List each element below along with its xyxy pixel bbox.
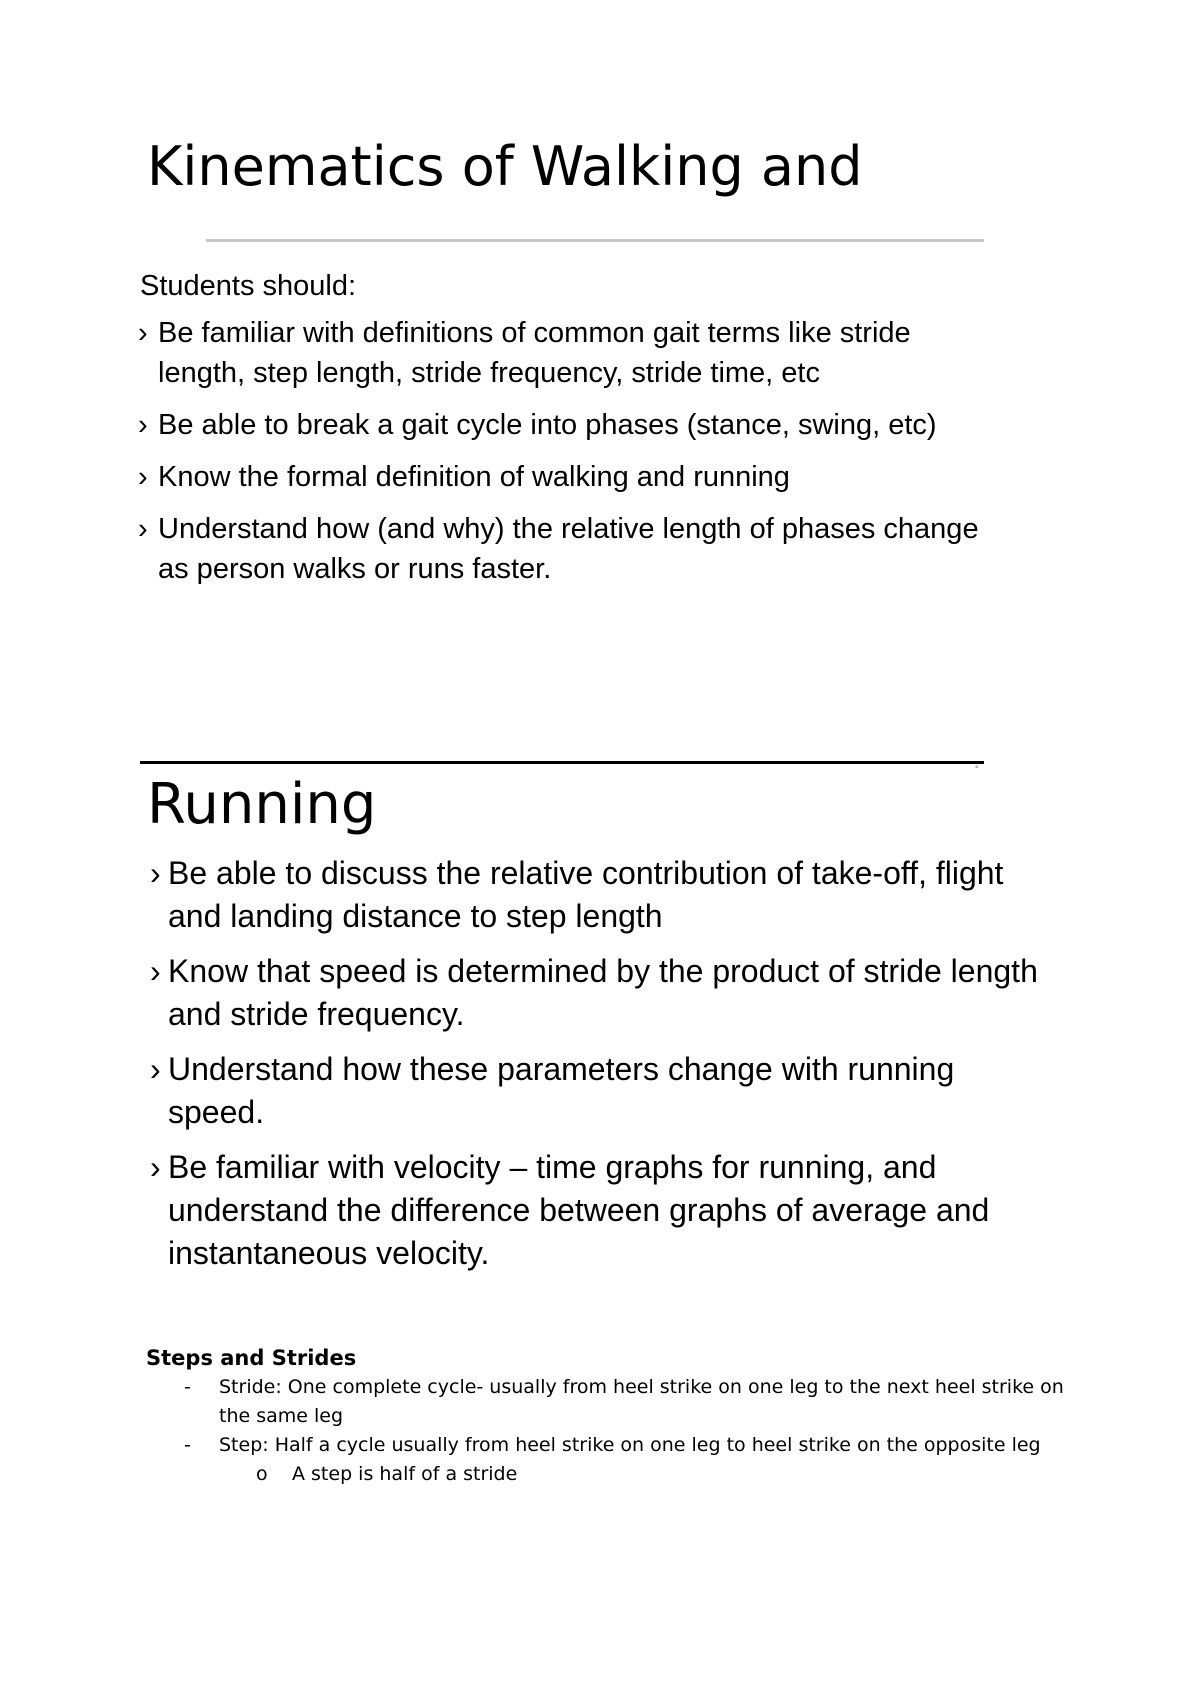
notes-list	[0, 1373, 1200, 1489]
slide2-title: Running	[147, 772, 377, 837]
chevron-bullet-icon: ›	[150, 953, 161, 989]
slide1-bullet	[138, 509, 988, 589]
chevron-bullet-icon: ›	[138, 317, 148, 349]
slide1-bullet	[138, 457, 988, 497]
chevron-bullet-icon: ›	[138, 409, 148, 441]
slide2-bullet-list	[150, 852, 1050, 1287]
slide1-title: Kinematics of Walking and	[147, 135, 863, 198]
note-subitem-text: A step is half of a stride	[292, 1463, 518, 1485]
slide2-bullet	[150, 1048, 1050, 1134]
slide2-bullet-text: Know that speed is determined by the product of stride length and stride frequency.	[168, 953, 1038, 1032]
slide1-title-underline	[206, 239, 984, 242]
slide2-bullet	[150, 950, 1050, 1036]
slide1-bullet-text: Be familiar with definitions of common gait terms like stride length, step length, stride frequency, stride time, etc	[158, 317, 911, 389]
slide1-intro: Students should:	[140, 270, 357, 302]
slide2-bullet-text: Be able to discuss the relative contribution of take-off, flight and landing distance to step length	[168, 855, 1004, 934]
dash-bullet-icon: -	[184, 1376, 191, 1398]
corner-mark: °	[975, 764, 979, 774]
chevron-bullet-icon: ›	[150, 1051, 161, 1087]
slide1-bullet-list	[138, 313, 988, 601]
notes-heading: Steps and Strides	[146, 1346, 357, 1370]
chevron-bullet-icon: ›	[150, 855, 161, 891]
slide1-bullet-text: Know the formal definition of walking and running	[158, 461, 790, 493]
dash-bullet-icon: -	[184, 1434, 191, 1456]
chevron-bullet-icon: ›	[150, 1149, 161, 1185]
slide1-bullet-text: Understand how (and why) the relative length of phases change as person walks or runs faster.	[158, 513, 979, 585]
note-item	[0, 1373, 1079, 1431]
slide-divider	[140, 761, 984, 764]
note-item	[0, 1431, 1079, 1460]
note-item-text: Stride: One complete cycle- usually from heel strike on one leg to the next heel strike on the same leg	[219, 1376, 1064, 1427]
slide2-bullet-text: Understand how these parameters change with running speed.	[168, 1051, 955, 1130]
note-subitem	[0, 1460, 1200, 1489]
slide2-bullet	[150, 852, 1050, 938]
slide1-bullet-text: Be able to break a gait cycle into phases (stance, swing, etc)	[158, 409, 937, 441]
slide2-bullet	[150, 1146, 1050, 1275]
slide1-bullet	[138, 405, 988, 445]
chevron-bullet-icon: ›	[138, 513, 148, 545]
circle-bullet-icon: o	[256, 1463, 268, 1485]
note-item-text: Step: Half a cycle usually from heel strike on one leg to heel strike on the opposite leg	[219, 1434, 1041, 1456]
slide1-bullet	[138, 313, 988, 393]
chevron-bullet-icon: ›	[138, 461, 148, 493]
slide2-bullet-text: Be familiar with velocity – time graphs for running, and understand the difference between graphs of average and instantaneous velocity.	[168, 1149, 990, 1271]
